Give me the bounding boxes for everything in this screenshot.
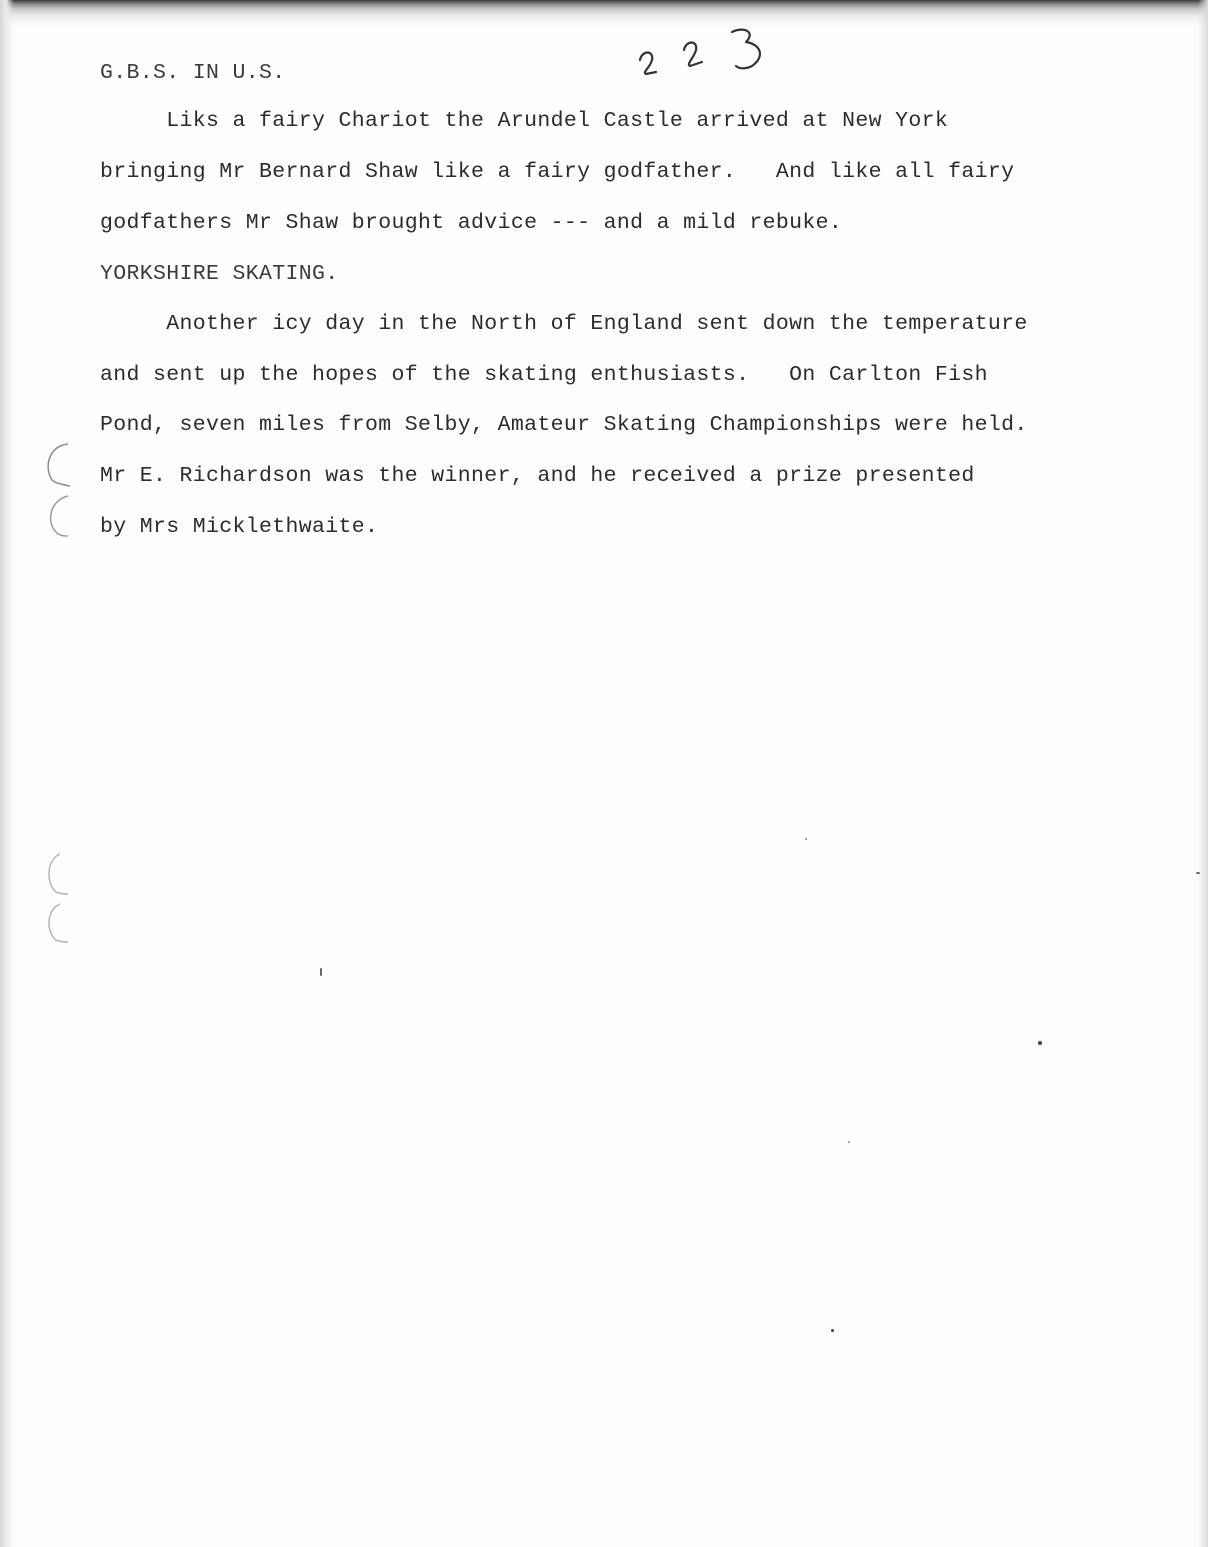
para-2-line-5: by Mrs Micklethwaite. xyxy=(100,515,379,539)
punch-hole-mark-lower xyxy=(30,850,80,950)
para-2-line-2: and sent up the hopes of the skating enthusiasts. On Carlton Fish xyxy=(100,363,988,387)
scan-shadow-right xyxy=(1198,0,1208,1547)
scan-shadow-top xyxy=(0,0,1208,26)
para-1-line-2: bringing Mr Bernard Shaw like a fairy godfather. And like all fairy xyxy=(100,160,1015,184)
para-2-line-3: Pond, seven miles from Selby, Amateur Skating Championships were held. xyxy=(100,413,1028,437)
scan-speck xyxy=(1196,872,1200,874)
scan-shadow-left xyxy=(0,0,14,1547)
heading-yorkshire-skating: YORKSHIRE SKATING. xyxy=(100,262,339,286)
scan-speck xyxy=(831,1329,834,1332)
scan-speck xyxy=(1038,1041,1042,1045)
handwritten-page-number xyxy=(632,22,782,92)
para-1-line-3: godfathers Mr Shaw brought advice --- and a mild rebuke. xyxy=(100,211,843,235)
para-1-line-1: Liks a fairy Chariot the Arundel Castle arrived at New York xyxy=(100,109,949,133)
para-2-line-1: Another icy day in the North of England sent down the temperature xyxy=(100,312,1028,336)
punch-hole-mark-upper xyxy=(30,438,80,548)
heading-gbs-in-us: G.B.S. IN U.S. xyxy=(100,61,286,85)
scan-speck xyxy=(320,968,322,976)
scan-speck xyxy=(848,1141,850,1143)
para-2-line-4: Mr E. Richardson was the winner, and he received a prize presented xyxy=(100,464,975,488)
scan-speck xyxy=(805,838,807,840)
